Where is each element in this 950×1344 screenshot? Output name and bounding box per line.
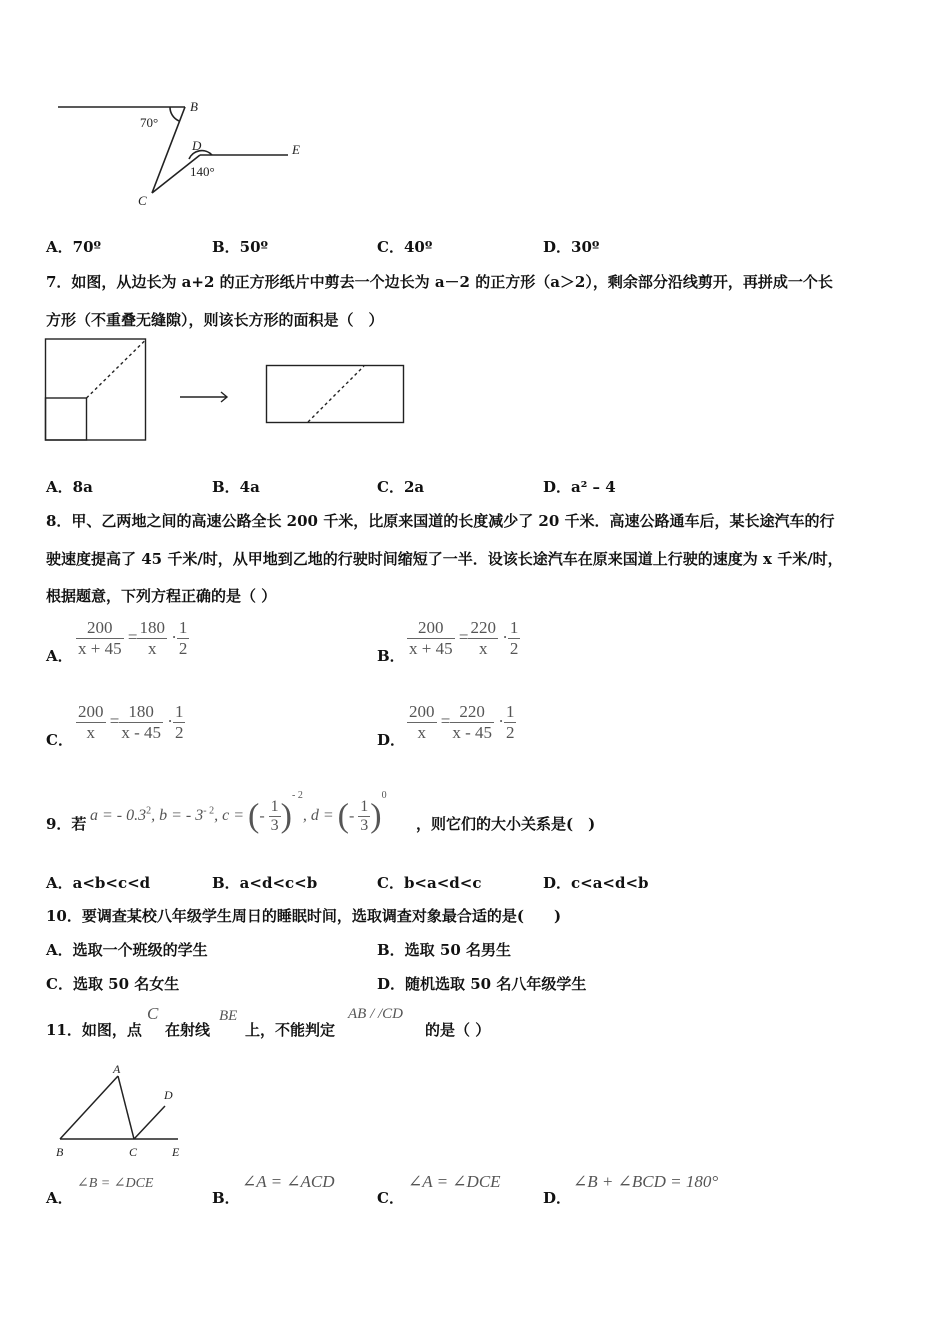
q11-label-d: D — [164, 1088, 173, 1102]
q11-option-a-expr[interactable]: ∠B = ∠DCE — [77, 1176, 154, 1191]
q8-option-d-equation[interactable]: $\frac{200}{x}$ = $\frac{220}{x - 45}$ · $\frac{1}{2}$ — [409, 702, 515, 742]
q11-ab-parallel-cd: AB / /CD — [348, 1006, 403, 1022]
q11-label-e: E — [172, 1145, 180, 1159]
q10-option-d[interactable]: D．随机选取 50 名八年级学生 — [377, 975, 587, 993]
q11-label-a: A — [113, 1062, 121, 1076]
q9-option-b[interactable]: B．a<d<c<b — [212, 874, 318, 892]
q8-stem-line2: 驶速度提高了 45 千米/时，从甲地到乙地的行驶时间缩短了一半．设该长途汽车在原来国道上行驶的速度为 x 千米/时， — [46, 550, 843, 568]
q6-angle-140: 140° — [190, 164, 215, 179]
q6-label-b: B — [190, 99, 198, 114]
q6-option-a[interactable]: A．70º — [46, 238, 102, 256]
q8-option-c-equation[interactable]: $\frac{200}{x}$ = $\frac{180}{x - 45}$ · $\frac{1}{2}$ — [78, 702, 184, 742]
q7-option-d[interactable]: D．a² – 4 — [543, 478, 616, 496]
q8-option-b-label[interactable]: B． — [377, 647, 405, 665]
q6-option-b[interactable]: B．50º — [212, 238, 269, 256]
q11-option-d-expr[interactable]: ∠B + ∠BCD = 180° — [573, 1172, 719, 1191]
q7-option-a[interactable]: A．8a — [46, 478, 93, 496]
q6-option-d[interactable]: D．30º — [543, 238, 600, 256]
q11-option-c-label[interactable]: C． — [377, 1189, 404, 1207]
q7-stem-line2: 方形（不重叠无缝隙），则该长方形的面积是（ ） — [46, 311, 384, 329]
q10-option-c[interactable]: C．选取 50 名女生 — [46, 975, 180, 993]
q8-option-c-label[interactable]: C． — [46, 731, 73, 749]
q11-option-a-label[interactable]: A． — [46, 1189, 73, 1207]
q6-angle-figure — [50, 95, 320, 215]
q10-option-b[interactable]: B．选取 50 名男生 — [377, 941, 511, 959]
q11-stem-part1: 11．如图，点 — [46, 1021, 142, 1039]
q8-option-d-label[interactable]: D． — [377, 731, 406, 749]
q7-stem-line1: 7．如图，从边长为 a+2 的正方形纸片中剪去一个边长为 a－2 的正方形（a＞2），剩余部分沿线剪开，再拼成一个长 — [46, 273, 833, 291]
q11-stem-part3: 上，不能判定 — [245, 1021, 336, 1039]
q7-figure — [44, 337, 414, 445]
q11-point-c: C — [147, 1004, 159, 1023]
q11-figure — [50, 1062, 190, 1162]
q8-stem-line1: 8．甲、乙两地之间的高速公路全长 200 千米，比原来国道的长度减少了 20 千米．高速公路通车后，某长途汽车的行 — [46, 512, 835, 530]
q11-option-c-expr[interactable]: ∠A = ∠DCE — [408, 1172, 501, 1191]
q7-option-b[interactable]: B．4a — [212, 478, 260, 496]
q6-angle-70: 70° — [140, 115, 159, 130]
q8-option-a-equation[interactable]: $\frac{200}{x + 45}$ = $\frac{180}{x}$ · $\frac{1}{2}$ — [78, 618, 188, 658]
q9-option-c[interactable]: C．b<a<d<c — [377, 874, 482, 892]
q10-option-a[interactable]: A．选取一个班级的学生 — [46, 941, 208, 959]
q11-option-b-expr[interactable]: ∠A = ∠ACD — [242, 1172, 335, 1191]
q8-option-a-label[interactable]: A． — [46, 647, 73, 665]
q11-option-b-label[interactable]: B． — [212, 1189, 240, 1207]
q8-option-b-equation[interactable]: $\frac{200}{x + 45}$ = $\frac{220}{x}$ · $\frac{1}{2}$ — [409, 618, 519, 658]
q9-expression: a = - $0.3^2$, b = - $3^{- 2}$, c = (- $\frac{1}{3}$ )$^{- 2}$, d = (- $\frac{1}{3}$ )$^0$ — [90, 790, 387, 835]
q11-label-c: C — [129, 1145, 138, 1159]
q11-label-b: B — [56, 1145, 64, 1159]
q11-stem-part2: 在射线 — [165, 1021, 211, 1039]
q11-ray-be: BE — [219, 1008, 238, 1024]
q9-option-d[interactable]: D．c<a<d<b — [543, 874, 649, 892]
q6-option-c[interactable]: C．40º — [377, 238, 433, 256]
q9-suffix: ，则它们的大小关系是( ) — [416, 815, 596, 833]
q8-stem-line3: 根据题意，下列方程正确的是（ ） — [46, 587, 277, 605]
q6-label-e: E — [292, 142, 300, 157]
q10-stem: 10．要调查某校八年级学生周日的睡眠时间，选取调查对象最合适的是( ) — [46, 907, 562, 925]
q9-option-a[interactable]: A．a<b<c<d — [46, 874, 151, 892]
q6-label-d: D — [192, 138, 202, 153]
q6-label-c: C — [138, 193, 147, 208]
q11-stem-part4: 的是（ ） — [425, 1021, 491, 1039]
q11-option-d-label[interactable]: D． — [543, 1189, 572, 1207]
q9-prefix: 9．若 — [46, 815, 87, 833]
q7-option-c[interactable]: C．2a — [377, 478, 425, 496]
